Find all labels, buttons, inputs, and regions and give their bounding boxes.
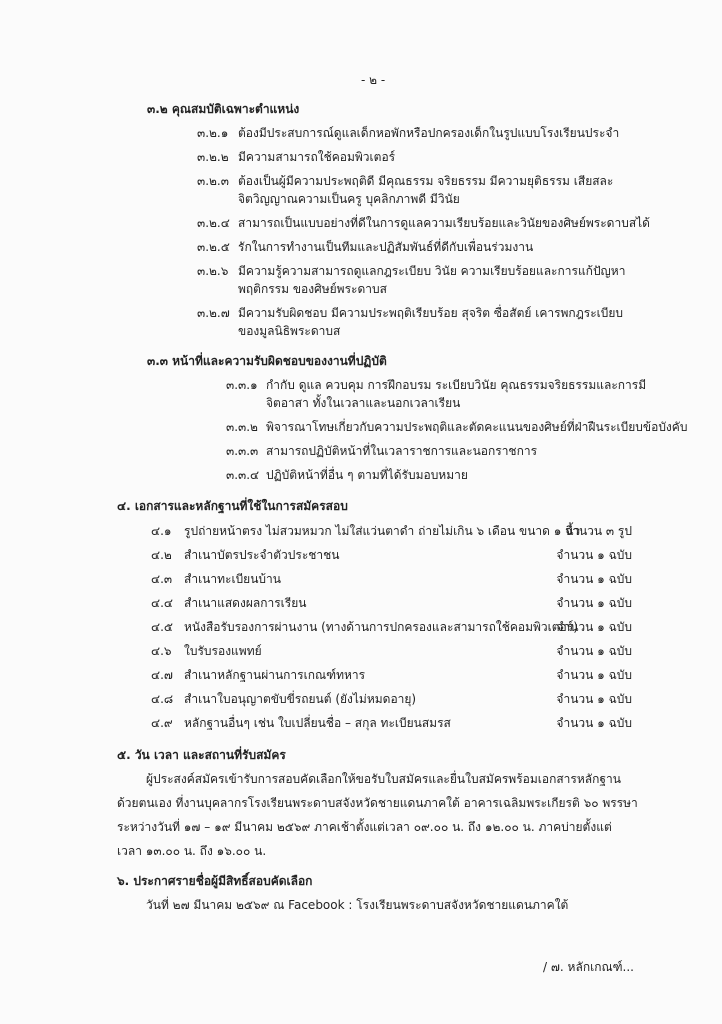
- item-number: ๔.๓: [151, 572, 173, 586]
- item-number: ๓.๒.๑: [197, 126, 229, 140]
- item-number: ๔.๗: [151, 668, 173, 682]
- item-text: รูปถ่ายหน้าตรง ไม่สวมหมวก ไม่ใส่แว่นตาดำ ถ่ายไม่เกิน ๖ เดือน ขนาด ๑ นิ้ว: [184, 524, 581, 538]
- item-text: หลักฐานอื่นๆ เช่น ใบเปลี่ยนชื่อ – สกุล ทะเบียนสมรส: [184, 716, 451, 730]
- paragraph-line: ด้วยตนเอง ที่งานบุคลากรโรงเรียนพระดาบสจังหวัดชายแดนภาคใต้ อาคารเฉลิมพระเกียรติ ๖๐ พรรษา: [117, 796, 638, 810]
- item-number: ๔.๒: [151, 548, 172, 562]
- section-3-3-heading: ๓.๓ หน้าที่และความรับผิดชอบของงานที่ปฏิบัติ: [147, 354, 387, 368]
- continuation-footer: / ๗. หลักเกณฑ์...: [543, 960, 634, 974]
- item-text: สามารถเป็นแบบอย่างที่ดีในการดูแลความเรียบร้อยและวินัยของศิษย์พระดาบสได้: [238, 216, 650, 230]
- item-quantity: จำนวน ๑ ฉบับ: [556, 644, 632, 658]
- paragraph-line: ระหว่างวันที่ ๑๗ – ๑๙ มีนาคม ๒๕๖๙ ภาคเช้าตั้งแต่เวลา ๐๙.๐๐ น. ถึง ๑๒.๐๐ น. ภาคบ่ายตั้งแต่: [117, 820, 612, 834]
- item-text: มีความสามารถใช้คอมพิวเตอร์: [238, 150, 396, 164]
- item-number: ๔.๖: [151, 644, 172, 658]
- item-text: มีความรับผิดชอบ มีความประพฤติเรียบร้อย สุจริต ซื่อสัตย์ เคารพกฎระเบียบ: [238, 306, 624, 320]
- item-text: สำเนาแสดงผลการเรียน: [184, 596, 307, 610]
- item-text: หนังสือรับรองการผ่านงาน (ทางด้านการปกครองและสามารถใช้คอมพิวเตอร์): [184, 620, 578, 634]
- item-number: ๔.๙: [151, 716, 173, 730]
- item-number: ๓.๒.๒: [197, 150, 229, 164]
- item-number: ๓.๒.๕: [197, 240, 230, 254]
- item-text: กำกับ ดูแล ควบคุม การฝึกอบรม ระเบียบวินัย คุณธรรมจริยธรรมและการมี: [266, 378, 647, 392]
- section-5-heading: ๕. วัน เวลา และสถานที่รับสมัคร: [117, 748, 286, 762]
- item-text: ต้องเป็นผู้มีความประพฤติดี มีคุณธรรม จริยธรรม มีความยุติธรรม เสียสละ: [238, 174, 614, 188]
- item-number: ๓.๒.๖: [197, 264, 229, 278]
- item-text: สำเนาใบอนุญาตขับขี่รถยนต์ (ยังไม่หมดอายุ): [184, 692, 417, 706]
- item-text: สำเนาทะเบียนบ้าน: [184, 572, 281, 586]
- item-number: ๓.๒.๓: [197, 174, 229, 188]
- item-number: ๔.๔: [151, 596, 173, 610]
- item-text: มีความรู้ความสามารถดูแลกฎระเบียบ วินัย ความเรียบร้อยและการแก้ปัญหา: [238, 264, 626, 278]
- item-quantity: จำนวน ๑ ฉบับ: [556, 668, 632, 682]
- item-number: ๓.๒.๔: [197, 216, 230, 230]
- item-number: ๓.๒.๗: [197, 306, 230, 320]
- paragraph-line: เวลา ๑๓.๐๐ น. ถึง ๑๖.๐๐ น.: [117, 844, 267, 858]
- section-6-heading: ๖. ประกาศรายชื่อผู้มีสิทธิ์สอบคัดเลือก: [117, 874, 313, 888]
- item-text-continued: ของมูลนิธิพระดาบส: [238, 324, 341, 338]
- item-quantity: จำนวน ๑ ฉบับ: [556, 620, 632, 634]
- item-number: ๓.๓.๔: [226, 468, 260, 482]
- item-text: ต้องมีประสบการณ์ดูแลเด็กหอพักหรือปกครองเด็กในรูปแบบโรงเรียนประจำ: [238, 126, 620, 140]
- item-text-continued: จิตวิญญาณความเป็นครู บุคลิกภาพดี มีวินัย: [238, 192, 460, 206]
- item-number: ๓.๓.๓: [226, 444, 259, 458]
- item-number: ๓.๓.๑: [226, 378, 258, 392]
- item-number: ๓.๓.๒: [226, 420, 258, 434]
- page-number: - ๒ -: [361, 73, 386, 87]
- item-text: สำเนาบัตรประจำตัวประชาชน: [184, 548, 340, 562]
- item-text: สำเนาหลักฐานผ่านการเกณฑ์ทหาร: [184, 668, 366, 682]
- item-quantity: จำนวน ๓ รูป: [565, 524, 632, 538]
- item-quantity: จำนวน ๑ ฉบับ: [556, 548, 632, 562]
- item-number: ๔.๘: [151, 692, 174, 706]
- item-text: ใบรับรองแพทย์: [184, 644, 262, 658]
- item-text-continued: จิตอาสา ทั้งในเวลาและนอกเวลาเรียน: [266, 396, 461, 410]
- item-quantity: จำนวน ๑ ฉบับ: [556, 596, 632, 610]
- item-text: รักในการทำงานเป็นทีมและปฏิสัมพันธ์ที่ดีกับเพื่อนร่วมงาน: [238, 240, 534, 254]
- section-4-heading: ๔. เอกสารและหลักฐานที่ใช้ในการสมัครสอบ: [117, 499, 348, 513]
- paragraph-line: ผู้ประสงค์สมัครเข้ารับการสอบคัดเลือกให้ขอรับใบสมัครและยื่นใบสมัครพร้อมเอกสารหลักฐาน: [146, 772, 621, 786]
- item-number: ๔.๑: [151, 524, 172, 538]
- section-3-2-heading: ๓.๒ คุณสมบัติเฉพาะตำแหน่ง: [147, 102, 300, 116]
- item-text: พิจารณาโทษเกี่ยวกับความประพฤติและตัดคะแนนของศิษย์ที่ฝ่าฝืนระเบียบข้อบังคับ: [266, 420, 688, 434]
- item-text: ปฏิบัติหน้าที่อื่น ๆ ตามที่ได้รับมอบหมาย: [266, 468, 468, 482]
- item-quantity: จำนวน ๑ ฉบับ: [556, 716, 632, 730]
- item-number: ๔.๕: [151, 620, 173, 634]
- announcement-line: วันที่ ๒๗ มีนาคม ๒๕๖๙ ณ Facebook : โรงเรียนพระดาบสจังหวัดชายแดนภาคใต้: [146, 898, 569, 912]
- item-quantity: จำนวน ๑ ฉบับ: [556, 572, 632, 586]
- item-text: สามารถปฏิบัติหน้าที่ในเวลาราชการและนอกราชการ: [266, 444, 538, 458]
- item-quantity: จำนวน ๑ ฉบับ: [556, 692, 632, 706]
- item-text-continued: พฤติกรรม ของศิษย์พระดาบส: [238, 282, 387, 296]
